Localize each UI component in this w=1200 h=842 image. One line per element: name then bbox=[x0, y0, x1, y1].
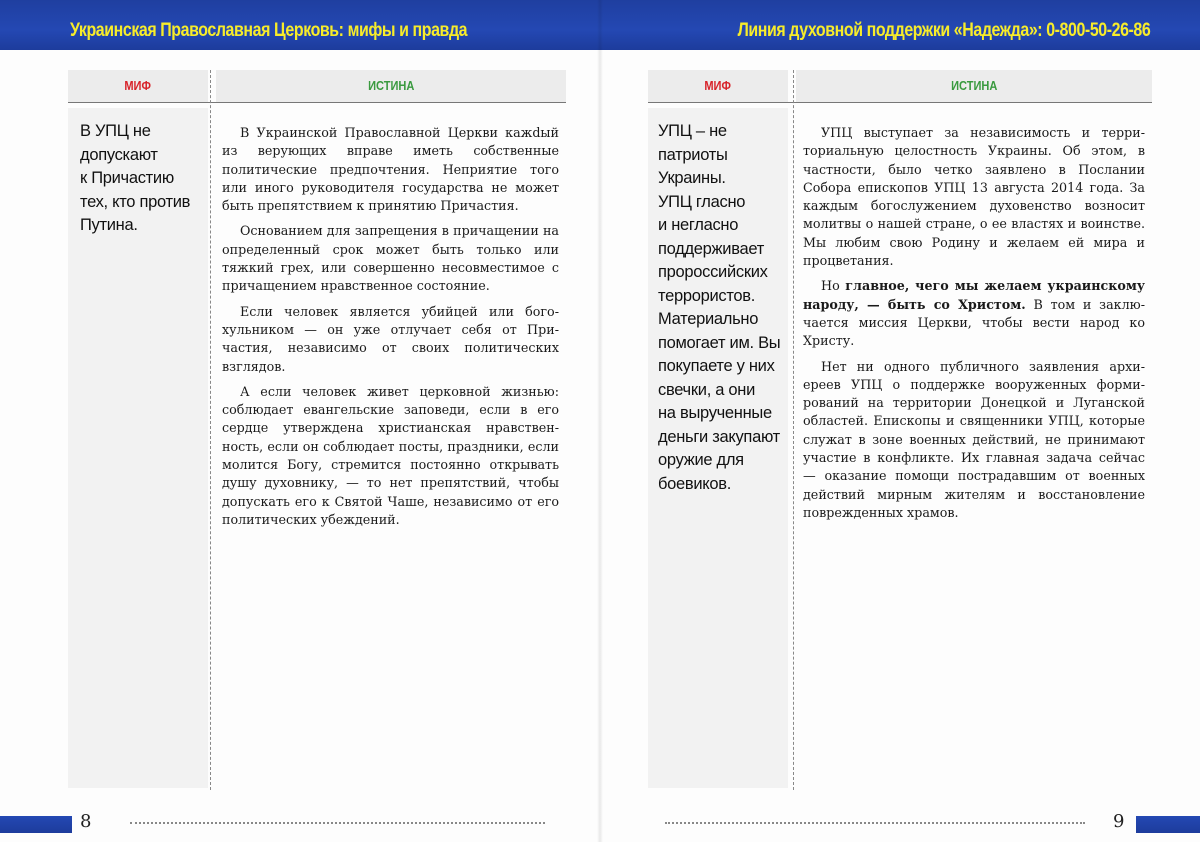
footer-tab bbox=[0, 816, 72, 833]
myth-line: свечки, а они bbox=[658, 380, 756, 399]
emphasis-text: главное, чего мы желаем украинскому народу, — быть со Христом. bbox=[803, 278, 1145, 312]
myth-line: на вырученные bbox=[658, 404, 772, 422]
myth-line: УПЦ гласно bbox=[658, 192, 746, 211]
page-number: 8 bbox=[80, 811, 92, 832]
myth-line: помогает им. Вы bbox=[658, 333, 781, 352]
myth-line: В УПЦ не bbox=[80, 122, 151, 140]
myth-column-header: МИФ bbox=[648, 70, 788, 102]
truth-paragraph: УПЦ выступает за независимость и территориальную целостность Украины. Об этом, в частности, было четко заявлено в Послании Собора епископов УПЦ 13 августа 2014 года. За каждым богослужением духовенство возносит молитвы о нашей стране, о ее властях и воинстве. Мы любим свою Родину и желаем ей мира и процветания. bbox=[803, 125, 1145, 269]
header-band bbox=[0, 0, 600, 50]
column-divider bbox=[793, 70, 794, 790]
footer-dotted-line bbox=[130, 822, 545, 824]
myth-line: допускают bbox=[80, 145, 158, 164]
truth-paragraph: А если человек живет церковной жизнью: соблюдает евангельские заповеди, если в его сердце утверждена христианская нравственность, если он соблюдает посты, праздники, если молится Богу, стремится постоянно открывать душу духовнику, — то нет препятствий, чтобы допускать его к Святой Чаше, независимо от его политических убеждений. bbox=[222, 383, 559, 527]
myth-statement bbox=[80, 120, 208, 238]
myth-line: пророссийских bbox=[658, 263, 768, 281]
header-divider bbox=[648, 102, 1152, 103]
myth-line: террористов. bbox=[658, 286, 756, 305]
myth-line: к Причастию bbox=[80, 169, 174, 187]
myth-line: деньги закупают bbox=[658, 427, 780, 446]
truth-paragraph: Нет ни одного публичного заявления архиереев УПЦ о поддержке вооруженных формирований на территории Донецкой и Луганской областей. Епископы и священники УПЦ, которые служат в зоне военных действий, не принимают участие в конфликте. Их главная задача сейчас — оказание помощи пострадавшим от военных действий мирным жителям и восстановление поврежденных храмов. bbox=[803, 358, 1145, 520]
myth-line: и негласно bbox=[658, 216, 739, 234]
myth-line: поддерживает bbox=[658, 239, 764, 258]
truth-paragraph: Но главное, чего мы желаем украинскому народу, — быть со Христом. В том и заключается миссия Церкви, чтобы вести народ ко Христу. bbox=[803, 278, 1145, 349]
page-number: 9 bbox=[1113, 811, 1125, 832]
myth-line: покупаете у них bbox=[658, 357, 775, 375]
myth-line: Украины. bbox=[658, 169, 726, 187]
myth-line: Материально bbox=[658, 310, 759, 328]
truth-paragraph: Основанием для запрещения в причащении на определенный срок может быть только или тяжкий грех, или совершенно несовместимое с причащением нравственное состояние. bbox=[222, 223, 559, 294]
truth-text bbox=[803, 124, 1145, 529]
header-divider bbox=[68, 102, 566, 103]
myth-line: УПЦ – не bbox=[658, 122, 727, 140]
myth-line: патриоты bbox=[658, 145, 728, 164]
truth-column-header: ИСТИНА bbox=[216, 70, 566, 102]
header-title: Украинская Православная Церковь: мифы и правда bbox=[70, 20, 468, 41]
myth-column-header: МИФ bbox=[68, 70, 208, 102]
myth-line: боевиков. bbox=[658, 474, 732, 493]
column-divider bbox=[210, 70, 211, 790]
myth-line: тех, кто против bbox=[80, 192, 191, 211]
truth-paragraph: В Украинской Православной Церкви кажdый из верующих вправе иметь собственные политические предпочтения. Неприятие того или иного руководителя государства не может быть препятствием к принятию Причастия. bbox=[222, 125, 559, 214]
header-title: Линия духовной поддержки «Надежда»: 0-800-50-26-86 bbox=[737, 20, 1150, 41]
truth-text bbox=[222, 124, 559, 536]
book-spine bbox=[597, 0, 603, 842]
truth-column-header: ИСТИНА bbox=[796, 70, 1152, 102]
header-band bbox=[600, 0, 1200, 50]
footer-dotted-line bbox=[665, 822, 1085, 824]
myth-statement bbox=[658, 120, 790, 496]
right-page bbox=[600, 0, 1200, 842]
truth-paragraph: Если человек является убийцей или богохульником — он уже отлучает себя от Причастия, независимо от своих политических взглядов. bbox=[222, 303, 559, 374]
footer-tab bbox=[1136, 816, 1200, 833]
myth-line: Путина. bbox=[80, 216, 138, 234]
myth-line: оружие для bbox=[658, 451, 744, 469]
